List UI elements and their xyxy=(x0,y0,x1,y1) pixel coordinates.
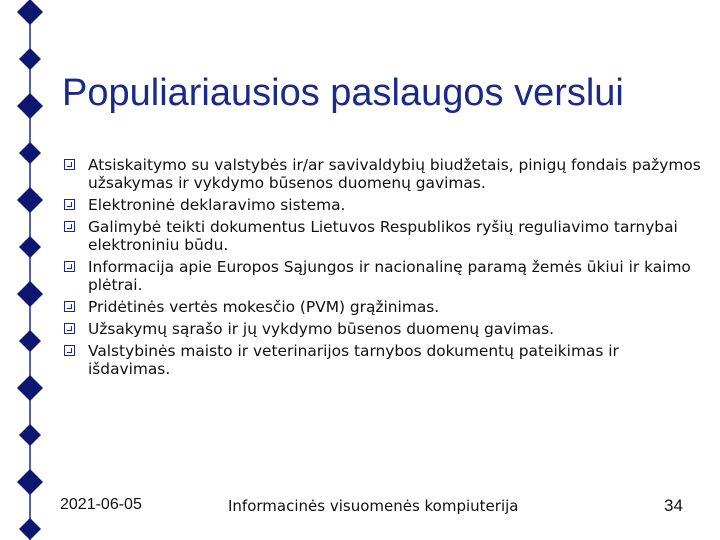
slide-title: Populiariausios paslaugos verslui xyxy=(62,72,624,114)
footer-title: Informacinės visuomenės kompiuterija xyxy=(228,497,519,515)
chain-diamond xyxy=(19,48,41,70)
chain-diamond xyxy=(17,93,43,119)
checkbox-square-icon xyxy=(64,323,75,334)
chain-diamond xyxy=(17,0,43,25)
chain-diamond xyxy=(19,330,41,352)
bullet-item xyxy=(62,218,702,254)
bullet-text: Valstybinės maisto ir veterinarijos tarnybos dokumentų pateikimas ir išdavimas. xyxy=(88,342,619,378)
bullet-text: Užsakymų sąrašo ir jų vykdymo būsenos duomenų gavimas. xyxy=(88,320,554,338)
bullet-list xyxy=(62,156,702,382)
checkbox-square-icon xyxy=(64,221,75,232)
bullet-text: Elektroninė deklaravimo sistema. xyxy=(88,196,346,214)
bullet-item xyxy=(62,298,702,316)
chain-diamond xyxy=(17,375,43,401)
bullet-item xyxy=(62,342,702,378)
bullet-item xyxy=(62,156,702,192)
checkbox-square-icon xyxy=(64,199,75,210)
decorative-chain xyxy=(0,0,60,540)
chain-diamond xyxy=(19,518,41,540)
bullet-text: Atsiskaitymo su valstybės ir/ar savivaldybių biudžetais, pinigų fondais pažymos užsakymas ir vykdymo būsenos duomenų gavimas. xyxy=(88,156,701,192)
chain-diamond xyxy=(19,142,41,164)
bullet-text: Galimybė teikti dokumentus Lietuvos Respublikos ryšių reguliavimo tarnybai elektroniniu būdu. xyxy=(88,218,678,254)
bullet-text: Pridėtinės vertės mokesčio (PVM) grąžinimas. xyxy=(88,298,440,316)
chain-diamond xyxy=(17,469,43,495)
chain-diamond xyxy=(17,187,43,213)
bullet-item xyxy=(62,196,702,214)
bullet-item xyxy=(62,320,702,338)
checkbox-square-icon xyxy=(64,345,75,356)
chain-diamond xyxy=(19,236,41,258)
checkbox-square-icon xyxy=(64,159,75,170)
bullet-item xyxy=(62,258,702,294)
checkbox-square-icon xyxy=(64,301,75,312)
page-number: 34 xyxy=(664,496,683,515)
footer-date: 2021-06-05 xyxy=(60,496,142,513)
chain-diamond xyxy=(17,281,43,307)
checkbox-square-icon xyxy=(64,261,75,272)
bullet-text: Informacija apie Europos Sąjungos ir nacionalinę paramą žemės ūkiui ir kaimo plėtrai. xyxy=(88,258,691,294)
chain-diamond xyxy=(19,424,41,446)
